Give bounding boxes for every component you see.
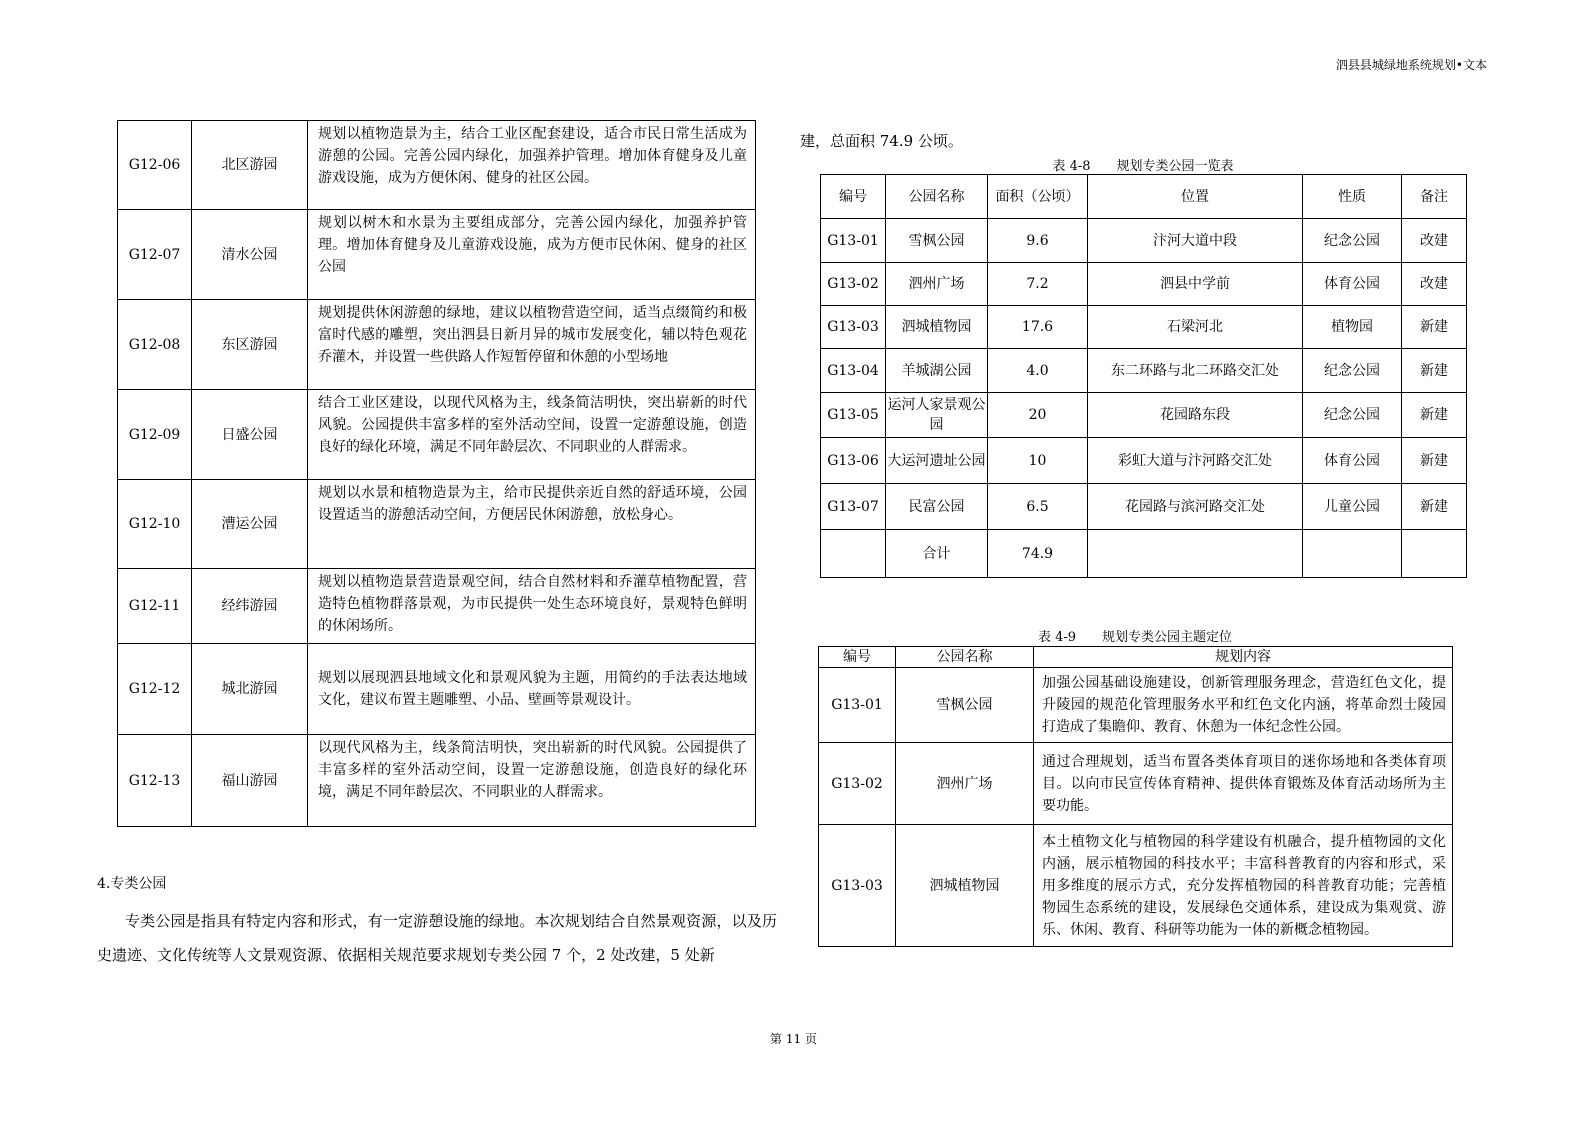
park-desc: 以现代风格为主，线条简洁明快，突出崭新的时代风貌。公园提供了丰富多样的室外活动空间，设置一定游憩设施，创造良好的绿化环境，满足不同年龄层次、不同职业的人群需求。	[308, 735, 756, 827]
park-code: G13-01	[819, 668, 896, 743]
column-header: 位置	[1088, 175, 1303, 219]
park-plan-content: 加强公园基础设施建设，创新管理服务理念，营造红色文化，提升陵园的规范化管理服务水平和红色文化内涵，将革命烈士陵园打造成了集瞻仰、教育、休憩为一体纪念性公园。	[1034, 668, 1453, 743]
park-code: G13-03	[819, 825, 896, 947]
table-cell: 运河人家景观公园	[886, 393, 988, 438]
table-cell: 泗县中学前	[1088, 263, 1303, 306]
park-desc: 规划以树木和水景为主要组成部分，完善公园内绿化，加强养护管理。增加体育健身及儿童游戏设施，成为方便市民休闲、健身的社区公园	[308, 210, 756, 300]
table-cell: G13-04	[821, 349, 886, 393]
table-row	[821, 306, 1467, 349]
park-name: 日盛公园	[192, 390, 308, 480]
table-cell: G13-01	[821, 219, 886, 263]
table-row	[821, 349, 1467, 393]
table-cell: 新建	[1402, 438, 1467, 484]
table-total-row	[821, 530, 1467, 578]
table-header-row	[819, 647, 1453, 668]
park-code: G12-06	[118, 121, 192, 210]
table-cell: 合计	[886, 530, 988, 578]
table-caption: 表 4-8 规划专类公园一览表	[1052, 159, 1234, 174]
table-cell: 新建	[1402, 484, 1467, 530]
table-row	[821, 484, 1467, 530]
column-header: 公园名称	[896, 647, 1034, 668]
table-header-row	[821, 175, 1467, 219]
table-cell	[1088, 530, 1303, 578]
park-desc: 规划以展现泗县地域文化和景观风貌为主题，用简约的手法表达地域文化，建议布置主题雕塑、小品、壁画等景观设计。	[308, 644, 756, 735]
park-desc: 规划提供休闲游憩的绿地，建议以植物营造空间，适当点缀简约和极富时代感的雕塑，突出泗县日新月异的城市发展变化，辅以特色观花乔灌木，并设置一些供路人作短暂停留和休憩的小型场地	[308, 300, 756, 390]
column-header: 备注	[1402, 175, 1467, 219]
table-cell: 纪念公园	[1303, 393, 1402, 438]
table-cell: G13-03	[821, 306, 886, 349]
table-cell: 雪枫公园	[886, 219, 988, 263]
table-row	[819, 668, 1453, 743]
table-cell: 新建	[1402, 306, 1467, 349]
table-row	[118, 210, 756, 300]
table-cell: 纪念公园	[1303, 219, 1402, 263]
table-cell: G13-05	[821, 393, 886, 438]
park-desc: 规划以植物造景为主，结合工业区配套建设，适合市民日常生活成为游憩的公园。完善公园内绿化，加强养护管理。增加体育健身及儿童游戏设施，成为方便休闲、健身的社区公园。	[308, 121, 756, 210]
table-cell: 4.0	[988, 349, 1088, 393]
park-name: 泗州广场	[896, 743, 1034, 825]
table-cell: 植物园	[1303, 306, 1402, 349]
table-row	[118, 390, 756, 480]
table-cell: 儿童公园	[1303, 484, 1402, 530]
park-code: G12-07	[118, 210, 192, 300]
community-park-table	[117, 120, 756, 827]
table-cell: 改建	[1402, 263, 1467, 306]
section-title: 4.专类公园	[97, 876, 167, 892]
table-cell: 10	[988, 438, 1088, 484]
table-row	[821, 263, 1467, 306]
column-header: 规划内容	[1034, 647, 1453, 668]
park-code: G12-09	[118, 390, 192, 480]
park-code: G12-10	[118, 480, 192, 569]
table-row	[118, 300, 756, 390]
specialty-park-theme-table	[818, 646, 1453, 947]
park-desc: 规划以水景和植物造景为主，给市民提供亲近自然的舒适环境，公园设置适当的游憩活动空间，方便居民休闲游憩，放松身心。	[308, 480, 756, 569]
table-cell: 7.2	[988, 263, 1088, 306]
table-row	[819, 743, 1453, 825]
park-plan-content: 本土植物文化与植物园的科学建设有机融合，提升植物园的文化内涵，展示植物园的科技水平；丰富科普教育的内容和形式，采用多维度的展示方式，充分发挥植物园的科普教育功能；完善植物园生态系统的建设，发展绿色交通体系，建设成为集观赏、游乐、休闲、教育、科研等功能为一体的新概念植物园。	[1034, 825, 1453, 947]
park-name: 经纬游园	[192, 569, 308, 644]
table-cell: 民富公园	[886, 484, 988, 530]
table-cell: 9.6	[988, 219, 1088, 263]
park-name: 泗城植物园	[896, 825, 1034, 947]
table-cell: 泗城植物园	[886, 306, 988, 349]
table-row	[118, 644, 756, 735]
park-code: G12-13	[118, 735, 192, 827]
column-header: 性质	[1303, 175, 1402, 219]
table-row	[118, 569, 756, 644]
table-cell	[821, 530, 886, 578]
park-plan-content: 通过合理规划，适当布置各类体育项目的迷你场地和各类体育项目。以向市民宣传体育精神、提供体育锻炼及体育活动场所为主要功能。	[1034, 743, 1453, 825]
park-code: G12-11	[118, 569, 192, 644]
table-cell: 花园路东段	[1088, 393, 1303, 438]
table-cell: 彩虹大道与汴河路交汇处	[1088, 438, 1303, 484]
table-row	[118, 735, 756, 827]
table-row	[821, 438, 1467, 484]
park-name: 北区游园	[192, 121, 308, 210]
park-name: 雪枫公园	[896, 668, 1034, 743]
table-cell: 泗州广场	[886, 263, 988, 306]
table-cell: G13-02	[821, 263, 886, 306]
table-caption: 表 4-9 规划专类公园主题定位	[1037, 630, 1233, 645]
table-cell: 17.6	[988, 306, 1088, 349]
table-cell: G13-06	[821, 438, 886, 484]
park-code: G12-12	[118, 644, 192, 735]
column-header: 面积（公顷）	[988, 175, 1088, 219]
park-desc: 结合工业区建设，以现代风格为主，线条简洁明快，突出崭新的时代风貌。公园提供丰富多样的室外活动空间，设置一定游憩设施，创造良好的绿化环境，满足不同年龄层次、不同职业的人群需求。	[308, 390, 756, 480]
park-name: 城北游园	[192, 644, 308, 735]
park-desc: 规划以植物造景营造景观空间，结合自然材料和乔灌草植物配置，营造特色植物群落景观，为市民提供一处生态环境良好，景观特色鲜明的休闲场所。	[308, 569, 756, 644]
section-paragraph: 专类公园是指具有特定内容和形式，有一定游憩设施的绿地。本次规划结合自然景观资源，以及历史遗迹、文化传统等人文景观资源、依据相关规范要求规划专类公园 7 个，2 处改建，5 处新	[97, 912, 777, 964]
table-cell: 新建	[1402, 393, 1467, 438]
table-cell: 羊城湖公园	[886, 349, 988, 393]
document-header-title: 泗县县城绿地系统规划•文本	[1335, 58, 1487, 72]
table-cell: 东二环路与北二环路交汇处	[1088, 349, 1303, 393]
table-cell: 新建	[1402, 349, 1467, 393]
table-cell: 汴河大道中段	[1088, 219, 1303, 263]
park-name: 东区游园	[192, 300, 308, 390]
table-cell: 石梁河北	[1088, 306, 1303, 349]
table-row	[819, 825, 1453, 947]
table-cell: G13-07	[821, 484, 886, 530]
table-cell: 花园路与滨河路交汇处	[1088, 484, 1303, 530]
table-cell: 纪念公园	[1303, 349, 1402, 393]
table-cell: 体育公园	[1303, 263, 1402, 306]
column-header: 编号	[821, 175, 886, 219]
page-number: 第 11 页	[770, 1032, 817, 1046]
table-row	[118, 121, 756, 210]
table-cell	[1402, 530, 1467, 578]
column-header: 公园名称	[886, 175, 988, 219]
table-cell: 改建	[1402, 219, 1467, 263]
table-row	[821, 219, 1467, 263]
park-code: G12-08	[118, 300, 192, 390]
park-name: 清水公园	[192, 210, 308, 300]
table-cell: 大运河遗址公园	[886, 438, 988, 484]
paragraph-continuation: 建，总面积 74.9 公顷。	[800, 132, 963, 150]
specialty-park-list-table	[820, 174, 1467, 578]
park-code: G13-02	[819, 743, 896, 825]
table-row	[821, 393, 1467, 438]
table-cell	[1303, 530, 1402, 578]
table-cell: 74.9	[988, 530, 1088, 578]
park-name: 漕运公园	[192, 480, 308, 569]
table-row	[118, 480, 756, 569]
column-header: 编号	[819, 647, 896, 668]
table-cell: 6.5	[988, 484, 1088, 530]
table-cell: 20	[988, 393, 1088, 438]
table-cell: 体育公园	[1303, 438, 1402, 484]
park-name: 福山游园	[192, 735, 308, 827]
